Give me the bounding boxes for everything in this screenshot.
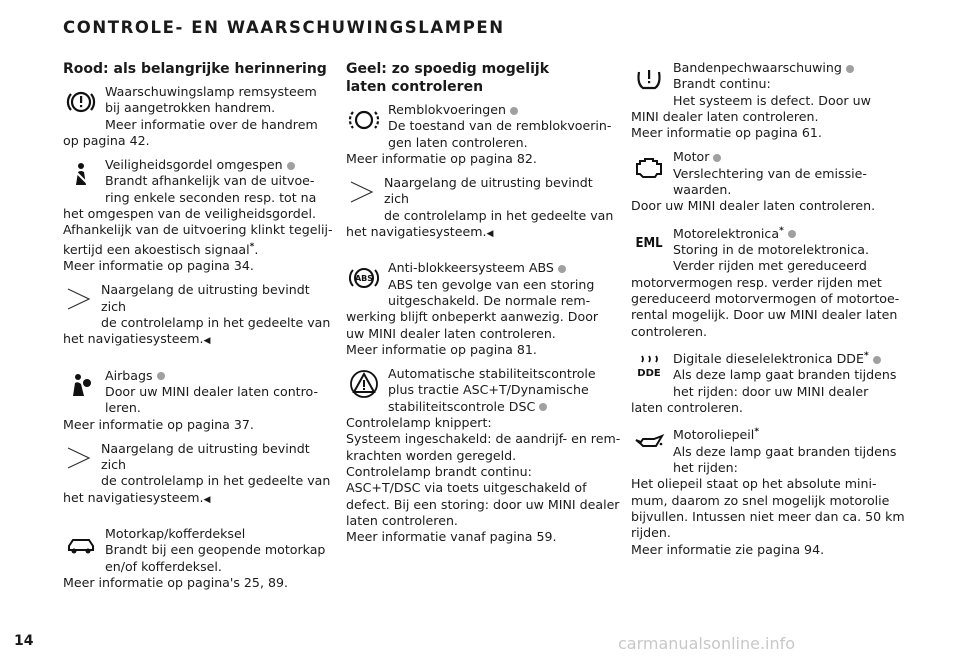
page-number: 14 [14, 633, 34, 649]
item-seatbelt: Veiligheidsgordel omgespen Brandt afhankelijk van de uitvoe- ring enkele seconden resp. tot na het omgespen van de veiligheidsgordel. Afhankelijk van de uitvoering klinkt tegelij- kertijd een akoestisch signaal*. Meer informatie op pagina 34. [63, 157, 333, 274]
item-abs: ABS Anti-blokkeersysteem ABS ABS ten gevolge van een storing uitgeschakeld. De normale rem- werking blijft onbeperkt aanwezig. Door uw MINI dealer laten controleren. Meer informatie op pagina 81. [346, 260, 599, 357]
indicator-dot [287, 162, 295, 170]
item-hood-trunk: Motorkap/kofferdeksel Brandt bij een geopende motorkap en/of kofferdeksel. Meer informatie op pagina's 25, 89. [63, 526, 326, 590]
item-airbags: Airbags Door uw MINI dealer laten contro- leren. Meer informatie op pagina 37. [63, 367, 318, 432]
item-engine: Motor Verslechtering van de emissie- waarden. Door uw MINI dealer laten controleren. [631, 149, 876, 214]
item-note-nav-1: Naargelang de uitrusting bevindt zich de controlelamp in het gedeelte van het navigatiesysteem.◀ [63, 282, 331, 347]
hood-trunk-icon [63, 526, 99, 562]
svg-text:ABS: ABS [354, 274, 374, 284]
item-tire-warning: Bandenpechwaarschuwing Brandt continu: Het systeem is defect. Door uw MINI dealer laten controleren. Meer informatie op pagina 61. [631, 60, 871, 141]
item-brake-warning: Waarschuwingslamp remsysteem bij aangetrokken handrem. Meer informatie over de handrem op pagina 42. [63, 84, 318, 148]
note-arrow-icon [346, 177, 376, 207]
column-yellow [346, 60, 621, 553]
stability-icon [346, 366, 382, 402]
indicator-dot [846, 65, 854, 73]
item-dde: DDE Digitale dieselelektronica DDE* Als deze lamp gaat branden tijdens het rijden: door uw MINI dealer laten controleren. [631, 348, 906, 416]
footnote-star: * [863, 350, 869, 361]
airbag-icon [63, 368, 99, 404]
svg-text:EML: EML [635, 235, 663, 251]
indicator-dot [713, 154, 721, 162]
brake-pad-icon [346, 102, 382, 138]
watermark: carmanualsonline.info [618, 634, 796, 653]
item-note-nav-3: Naargelang de uitrusting bevindt zich de controlelamp in het gedeelte van het navigatiesysteem.◀ [346, 175, 614, 240]
eml-icon [631, 223, 667, 259]
footnote-star: * [249, 241, 255, 252]
end-marker-icon: ◀ [203, 336, 211, 347]
dde-icon [631, 348, 667, 384]
section-heading-red: Rood: als belangrijke herinnering [63, 61, 327, 77]
indicator-dot [539, 403, 547, 411]
indicator-dot [157, 372, 165, 380]
item-oil: Motoroliepeil* Als deze lamp gaat branden tijdens het rijden: Het oliepeil staat op het absolute mini- mum, daarom zo snel mogelijk motorolie bijvullen. Intussen niet meer dan ca. 50 km rijden. Meer informatie zie pagina 94. [631, 424, 906, 558]
column-right [631, 60, 906, 566]
brake-circle-icon [63, 84, 99, 120]
item-eml: EML Motorelektronica* Storing in de motorelektronica. Verder rijden met gereduceerd motorvermogen resp. verder rijden met gereduceerd motorvermogen of motortoe- rental mogelijk. Door uw MINI dealer laten controleren. [631, 223, 906, 340]
page-title: CONTROLE- EN WAARSCHUWINGSLAMPEN [63, 18, 505, 37]
end-marker-icon: ◀ [486, 229, 494, 240]
indicator-dot [558, 265, 566, 273]
indicator-dot [873, 356, 881, 364]
item-note-nav-2: Naargelang de uitrusting bevindt zich de controlelamp in het gedeelte van het navigatiesysteem.◀ [63, 440, 331, 505]
note-arrow-icon [63, 443, 93, 473]
item-stability: Automatische stabiliteitscontrole plus tractie ASC+T/Dynamische stabiliteitscontrole DSC Controlelamp knippert: Systeem ingeschakeld: de aandrijf- en rem- krachten worden geregeld. Controlelamp brandt continu: ASC+T/DSC via toets uitgeschakeld of defect. Bij een storing: door uw MINI dealer laten controleren. Meer informatie vanaf pagina 59. [346, 366, 621, 545]
column-red [63, 60, 338, 599]
end-marker-icon: ◀ [203, 494, 211, 505]
abs-icon [346, 260, 382, 296]
indicator-dot [788, 230, 796, 238]
item-brake-pads: Remblokvoeringen De toestand van de remblokvoerin- gen laten controleren. Meer informatie op pagina 82. [346, 102, 612, 166]
section-heading-yellow: Geel: zo spoedig mogelijk laten controleren [346, 61, 550, 95]
oil-can-icon [631, 424, 667, 460]
tire-warning-icon [631, 60, 667, 96]
svg-text:DDE: DDE [637, 367, 661, 379]
indicator-dot [510, 107, 518, 115]
engine-icon [631, 149, 667, 185]
note-arrow-icon [63, 284, 93, 314]
footnote-star: * [754, 427, 760, 438]
seatbelt-icon [63, 157, 99, 193]
footnote-star: * [779, 225, 784, 236]
